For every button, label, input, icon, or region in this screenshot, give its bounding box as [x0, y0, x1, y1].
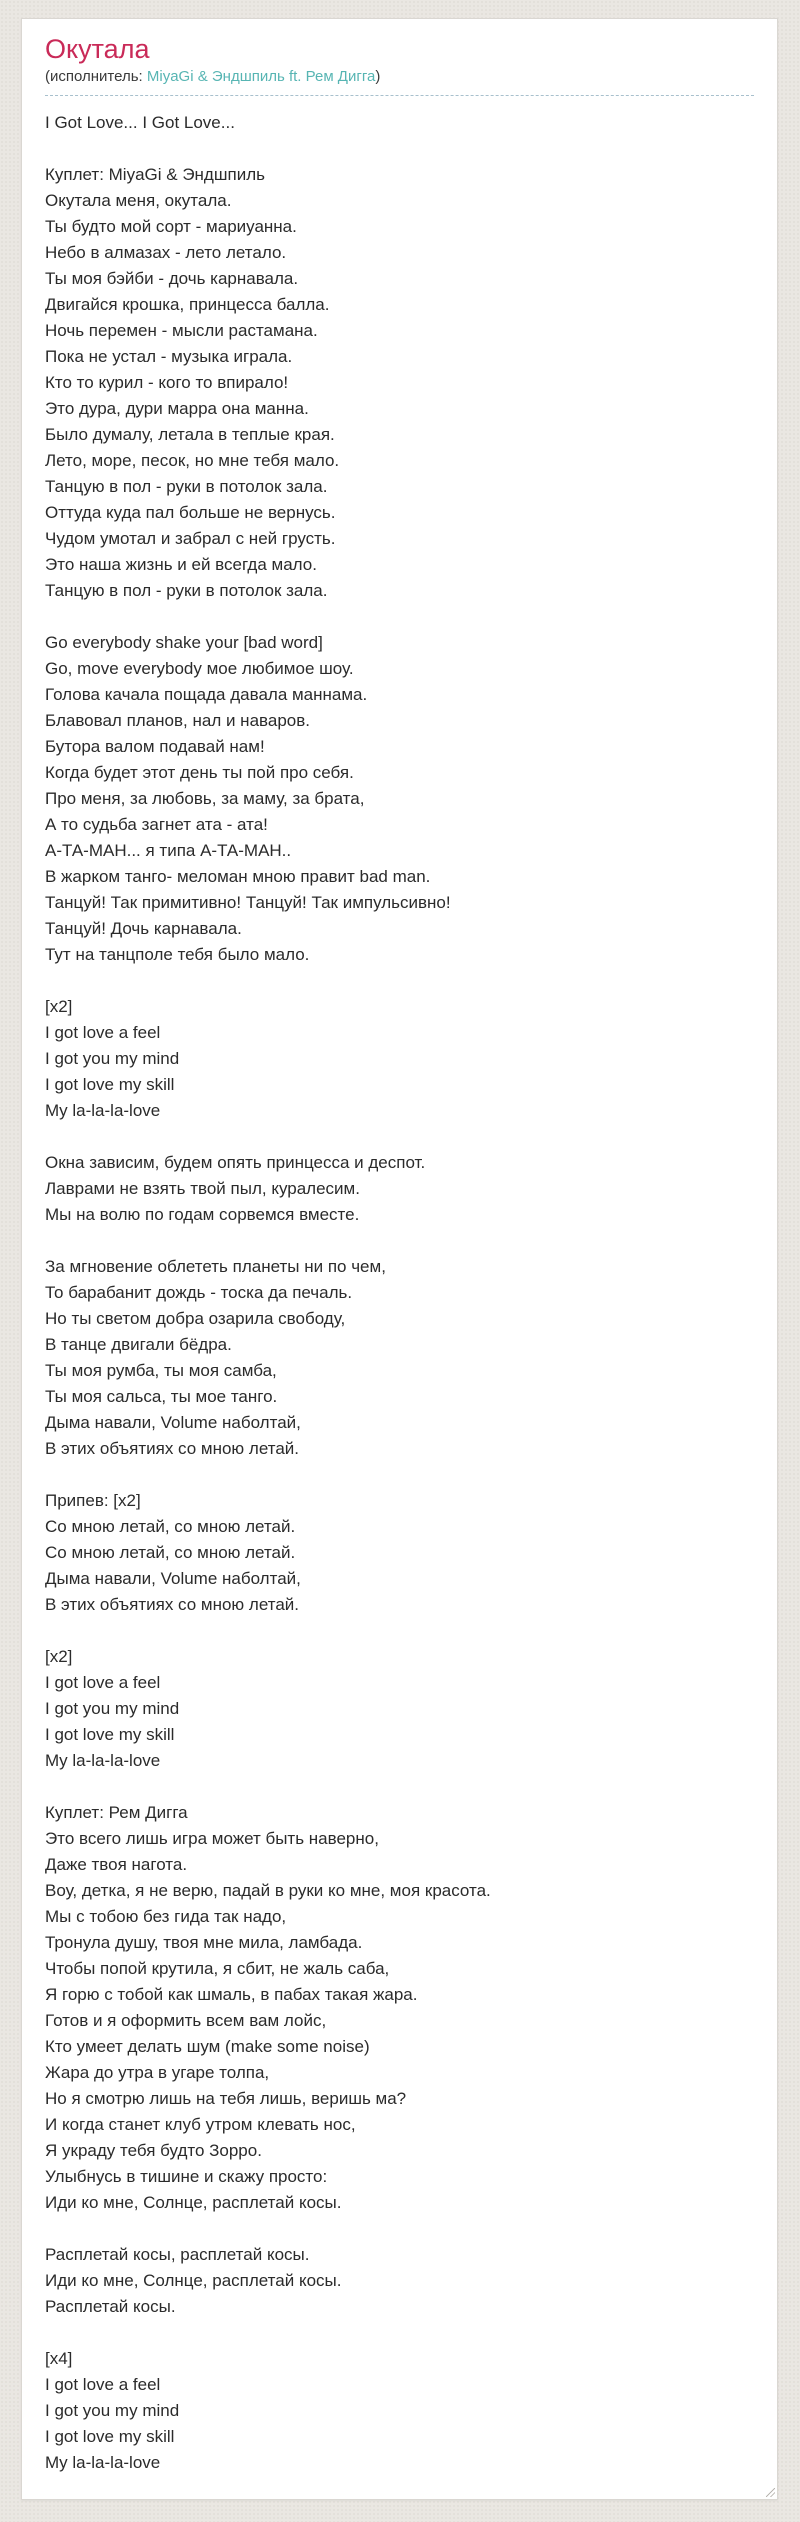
lyrics-stanza: Куплет: MiyaGi & Эндшпиль Окутала меня, окутала. Ты будто мой сорт - мариуанна. Небо в алмазах - лето летало. Ты моя бэйби - дочь карнавала. Двигайся крошка, принцесса балла. Ночь перемен - мысли растамана. Пока не устал - музыка играла. Кто то курил - кого то впирало! Это дура, дури марра она манна. Было думалу, летала в теплые края. Лето, море, песок, но мне тебя мало. Танцую в пол - руки в потолок зала. Оттуда куда пал больше не вернусь. Чудом умотал и забрал с ней грусть. Это наша жизнь и ей всегда мало. Танцую в пол - руки в потолок зала.: [45, 165, 340, 600]
lyrics-stanza: Go everybody shake your [bad word] Go, move everybody мое любимое шоу. Голова качала пощада давала маннама. Блавовал планов, нал и наваров. Бутора валом подавай нам! Когда будет этот день ты пой про себя. Про меня, за любовь, за маму, за брата, А то судьба загнет ата - ата! А-ТА-МАН... я типа А-ТА-МАН.. В жарком танго- меломан мною правит bad man. Танцуй! Так примитивно! Танцуй! Так импульсивно! Танцуй! Дочь карнавала. Тут на танцполе тебя было мало.: [45, 633, 451, 964]
lyrics-stanza: I Got Love... I Got Love...: [45, 113, 235, 132]
artist-line: [45, 66, 754, 87]
artist-prefix: (исполнитель:: [45, 68, 147, 85]
lyrics-stanza: Куплет: Рем Дигга Это всего лишь игра может быть наверно, Даже твоя нагота. Воу, детка, я не верю, падай в руки ко мне, моя красота. Мы с тобою без гида так надо, Тронула душу, твоя мне мила, ламбада. Чтобы попой крутила, я сбит, не жаль саба, Я горю с тобой как шмаль, в пабах такая жара. Готов и я оформить всем вам лойс, Кто умеет делать шум (make some noise) Жара до утра в угаре толпа, Но я смотрю лишь на тебя лишь, веришь ма? И когда станет клуб утром клевать нос, Я украду тебя будто Зорро. Улыбнусь в тишине и скажу просто: Иди ко мне, Солнце, расплетай косы.: [45, 1803, 491, 2212]
lyrics-stanza: Окна зависим, будем опять принцесса и деспот. Лаврами не взять твой пыл, куралесим. Мы на волю по годам сорвемся вместе.: [45, 1153, 426, 1224]
lyrics-text: [45, 110, 754, 2476]
lyrics-stanza: [x2] I got love a feel I got you my mind I got love my skill My la-la-la-love: [45, 1647, 180, 1770]
lyrics-stanza: [x2] I got love a feel I got you my mind I got love my skill My la-la-la-love: [45, 997, 180, 1120]
artist-suffix: ): [375, 68, 381, 85]
lyrics-stanza: Припев: [x2] Со мною летай, со мною летай. Со мною летай, со мною летай. Дыма навали, Volume наболтай, В этих объятиях со мною летай.: [45, 1491, 301, 1614]
song-header: [45, 33, 754, 96]
lyrics-card: [21, 18, 778, 2500]
lyrics-stanza: Расплетай косы, расплетай косы. Иди ко мне, Солнце, расплетай косы. Расплетай косы.: [45, 2245, 342, 2316]
lyrics-stanza: За мгновение облететь планеты ни по чем, То барабанит дождь - тоска да печаль. Но ты светом добра озарила свободу, В танце двигали бёдра. Ты моя румба, ты моя самба, Ты моя сальса, ты мое танго. Дыма навали, Volume наболтай, В этих объятиях со мною летай.: [45, 1257, 386, 1458]
lyrics-stanza: [x4] I got love a feel I got you my mind I got love my skill My la-la-la-love: [45, 2349, 180, 2472]
song-title: Окутала: [45, 34, 150, 64]
artist-link[interactable]: MiyaGi & Эндшпиль ft. Рем Дигга: [146, 68, 376, 85]
resize-grip-icon: [766, 2488, 775, 2497]
